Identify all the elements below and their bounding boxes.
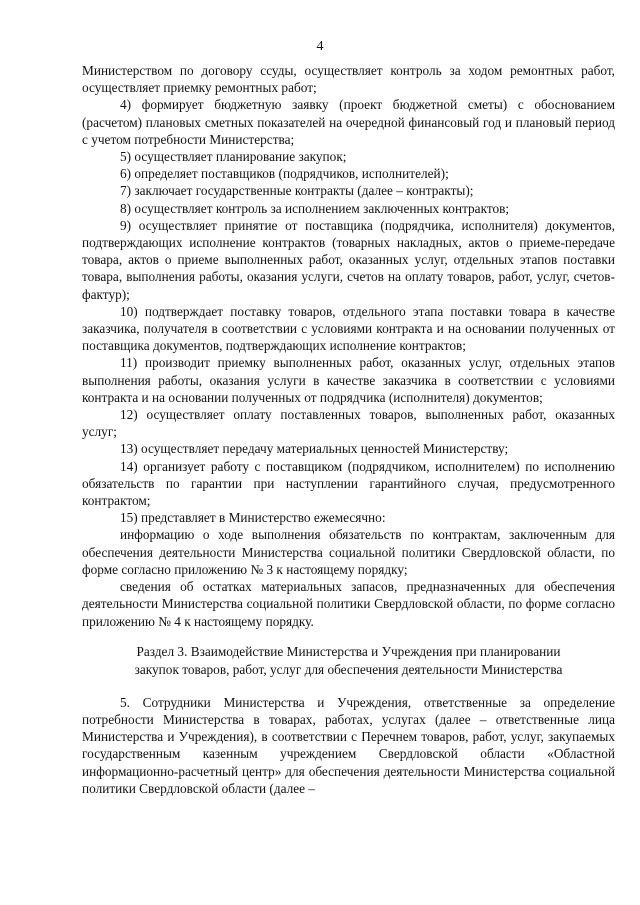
spacer xyxy=(82,679,615,694)
sub-item-contract-info: информацию о ходе выполнения обязательств по контрактам, заключенным для обеспечения деятельности Министерства социальной политики Свердловской области, по форме согласно приложению № 3 к настоящему порядку; xyxy=(82,527,615,577)
list-item-9: 9) осуществляет принятие от поставщика (подрядчика, исполнителя) документов, подтверждающих исполнение контрактов (товарных накладных, актов о приеме-передаче товара, актов о приеме выполненных работ, оказанных услуг, отдельных этапов поставки товара, выполнения работы, оказания услуги, счетов на оплату товаров, работ, услуг, счетов-фактур); xyxy=(82,217,615,302)
list-item-6: 6) определяет поставщиков (подрядчиков, исполнителей); xyxy=(120,166,449,182)
list-item-7: 7) заключает государственные контракты (далее – контракты); xyxy=(120,183,474,199)
list-item-5: 5) осуществляет планирование закупок; xyxy=(120,149,347,165)
list-item-10: 10) подтверждает поставку товаров, отдельного этапа поставки товара в качестве заказчика, получателя в соответствии с условиями контракта и на основании полученных от поставщика документов, подтверждающих исполнение контрактов; xyxy=(82,303,615,354)
section-heading-line-1: Раздел 3. Взаимодействие Министерства и Учреждения при планировании xyxy=(136,643,561,659)
paragraph-5: 5. Сотрудники Министерства и Учреждения, ответственные за определение потребности Министерства в товарах, работах, услугах (далее – ответственные лица Министерства и Учреждения), в соответствии с Перечнем товаров, работ, услуг, закупаемых государственным казенным учреждением Свердловской области «Областной информационно-расчетный центр» для обеспечения деятельности Министерства социальной политики Свердловской области (далее – xyxy=(82,694,615,796)
list-item-14: 14) организует работу с поставщиком (подрядчиком, исполнителем) по исполнению обязательств по гарантии при наступлении гарантийного случая, предусмотренного контрактом; xyxy=(82,458,615,509)
paragraph-continuation: Министерством по договору ссуды, осуществляет контроль за ходом ремонтных работ, осуществляет приемку ремонтных работ; xyxy=(82,63,615,96)
list-item-8: 8) осуществляет контроль за исполнением заключенных контрактов; xyxy=(120,200,510,216)
document-body xyxy=(82,62,615,797)
list-item-15: 15) представляет в Министерство ежемесячно: xyxy=(120,510,386,526)
section-heading xyxy=(82,643,615,679)
sub-item-material-stocks: сведения об остатках материальных запасов, предназначенных для обеспечения деятельности Министерства социальной политики Свердловской области, по форме согласно приложению № 4 к настоящему порядку. xyxy=(82,579,615,629)
list-item-4: 4) формирует бюджетную заявку (проект бюджетной сметы) с обоснованием (расчетом) плановых сметных показателей на очередной финансовый год и плановый период с учетом потребности Министерства; xyxy=(82,97,615,147)
list-item-12: 12) осуществляет оплату поставленных товаров, выполненных работ, оказанных услуг; xyxy=(82,407,615,440)
list-item-13: 13) осуществляет передачу материальных ценностей Министерству; xyxy=(120,441,509,457)
section-heading-line-2: закупок товаров, работ, услуг для обеспечения деятельности Министерства xyxy=(134,661,563,677)
list-item-11: 11) производит приемку выполненных работ, оказанных услуг, отдельных этапов выполнения работы, оказания услуги в качестве заказчика в соответствии с условиями контракта и на основании полученных от подрядчика (исполнителя) документов; xyxy=(82,355,615,405)
page-number: 4 xyxy=(316,39,324,54)
